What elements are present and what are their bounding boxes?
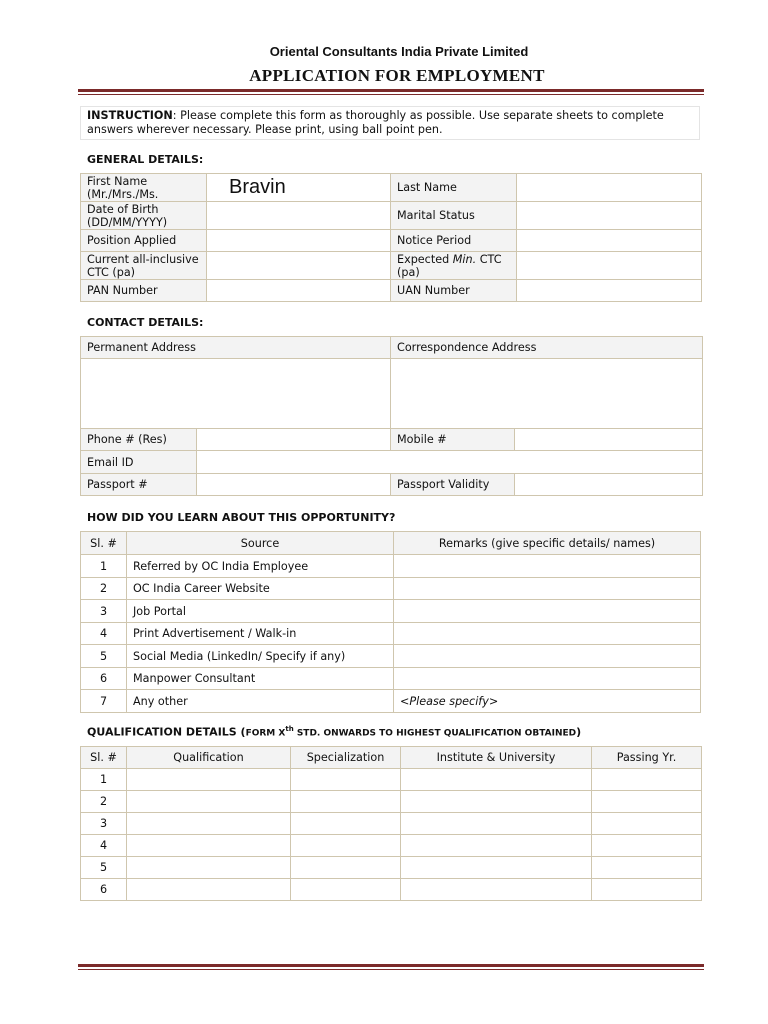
institute-field[interactable]	[401, 769, 592, 791]
col-source-header: Source	[127, 532, 394, 555]
email-field[interactable]	[197, 451, 703, 474]
instruction-label: INSTRUCTION	[87, 109, 173, 122]
dob-label: Date of Birth (DD/MM/YYYY)	[81, 202, 207, 230]
institute-field[interactable]	[401, 879, 592, 901]
specialization-field[interactable]	[291, 769, 401, 791]
pan-label: PAN Number	[81, 280, 207, 302]
contact-details-heading: CONTACT DETAILS:	[87, 316, 204, 329]
company-name: Oriental Consultants India Private Limited	[269, 44, 529, 59]
passport-field[interactable]	[197, 474, 391, 496]
qualification-field[interactable]	[127, 813, 291, 835]
table-row	[81, 600, 701, 623]
table-row	[81, 857, 702, 879]
permanent-address-field[interactable]	[81, 359, 391, 429]
passing-year-field[interactable]	[592, 857, 702, 879]
first-name-label: First Name (Mr./Mrs./Ms.	[81, 174, 207, 202]
qualification-heading	[87, 725, 581, 739]
col-passing-year-header: Passing Yr.	[592, 747, 702, 769]
source-cell: OC India Career Website	[127, 578, 394, 600]
table-row	[81, 879, 702, 901]
remarks-field[interactable]	[394, 668, 701, 690]
institute-field[interactable]	[401, 813, 592, 835]
row-number: 6	[81, 668, 127, 690]
specialization-field[interactable]	[291, 857, 401, 879]
qualification-field[interactable]	[127, 879, 291, 901]
row-number: 4	[81, 835, 127, 857]
table-row	[81, 623, 701, 645]
table-row	[81, 791, 702, 813]
source-cell: Print Advertisement / Walk-in	[127, 623, 394, 645]
remarks-field[interactable]	[394, 645, 701, 668]
remarks-field[interactable]	[394, 578, 701, 600]
passport-validity-field[interactable]	[515, 474, 703, 496]
col-institute-header: Institute & University	[401, 747, 592, 769]
table-row	[81, 555, 701, 578]
source-cell: Job Portal	[127, 600, 394, 623]
marital-status-label: Marital Status	[391, 202, 517, 230]
table-row	[81, 645, 701, 668]
instruction-text: : Please complete this form as thoroughly as possible. Use separate sheets to complete answers wherever necessary. Please print, using ball point pen.	[87, 109, 664, 136]
row-number: 4	[81, 623, 127, 645]
correspondence-address-label: Correspondence Address	[391, 337, 703, 359]
qualification-heading-main: QUALIFICATION DETAILS (	[87, 725, 246, 739]
bottom-divider	[78, 964, 704, 970]
remarks-field[interactable]	[394, 600, 701, 623]
current-ctc-label: Current all-inclusive CTC (pa)	[81, 252, 207, 280]
row-number: 7	[81, 690, 127, 713]
marital-status-field[interactable]	[517, 202, 702, 230]
source-cell: Manpower Consultant	[127, 668, 394, 690]
institute-field[interactable]	[401, 835, 592, 857]
top-divider	[78, 89, 704, 95]
specialization-field[interactable]	[291, 835, 401, 857]
general-details-table	[80, 173, 702, 302]
qualification-heading-form: FORM X	[245, 728, 286, 739]
source-cell: Referred by OC India Employee	[127, 555, 394, 578]
table-row	[81, 835, 702, 857]
row-number: 5	[81, 857, 127, 879]
table-row	[81, 668, 701, 690]
correspondence-address-field[interactable]	[391, 359, 703, 429]
last-name-field[interactable]	[517, 174, 702, 202]
row-number: 3	[81, 813, 127, 835]
permanent-address-label: Permanent Address	[81, 337, 391, 359]
table-row	[81, 813, 702, 835]
passing-year-field[interactable]	[592, 791, 702, 813]
expected-ctc-label	[391, 252, 517, 280]
dob-field[interactable]	[207, 202, 391, 230]
col-specialization-header: Specialization	[291, 747, 401, 769]
phone-field[interactable]	[197, 429, 391, 451]
passport-label: Passport #	[81, 474, 197, 496]
source-cell: Social Media (LinkedIn/ Specify if any)	[127, 645, 394, 668]
uan-label: UAN Number	[391, 280, 517, 302]
qualification-table	[80, 746, 702, 901]
qualification-field[interactable]	[127, 769, 291, 791]
expected-ctc-label-2: CTC (pa)	[397, 252, 502, 279]
current-ctc-field[interactable]	[207, 252, 391, 280]
opportunity-table	[80, 531, 701, 713]
source-cell: Any other	[127, 690, 394, 713]
table-row	[81, 769, 702, 791]
col-sl-header: Sl. #	[81, 747, 127, 769]
last-name-label: Last Name	[391, 174, 517, 202]
passing-year-field[interactable]	[592, 813, 702, 835]
position-field[interactable]	[207, 230, 391, 252]
form-title: APPLICATION FOR EMPLOYMENT	[249, 66, 545, 85]
instruction-box	[80, 106, 700, 140]
specialization-field[interactable]	[291, 813, 401, 835]
general-details-heading: GENERAL DETAILS:	[87, 153, 204, 166]
specialization-field[interactable]	[291, 791, 401, 813]
institute-field[interactable]	[401, 857, 592, 879]
email-label: Email ID	[81, 451, 197, 474]
notice-period-field[interactable]	[517, 230, 702, 252]
qualification-heading-rest: STD. ONWARDS TO HIGHEST QUALIFICATION OBTAINED	[293, 728, 577, 739]
expected-ctc-field[interactable]	[517, 252, 702, 280]
qualification-heading-sup: th	[285, 725, 294, 733]
row-number: 1	[81, 555, 127, 578]
table-row	[81, 690, 701, 713]
uan-field[interactable]	[517, 280, 702, 302]
row-number: 3	[81, 600, 127, 623]
col-qualification-header: Qualification	[127, 747, 291, 769]
mobile-field[interactable]	[515, 429, 703, 451]
position-label: Position Applied	[81, 230, 207, 252]
remarks-field[interactable]: <Please specify>	[394, 690, 701, 713]
opportunity-heading: HOW DID YOU LEARN ABOUT THIS OPPORTUNITY?	[87, 511, 396, 524]
phone-label: Phone # (Res)	[81, 429, 197, 451]
qualification-heading-close: )	[576, 725, 582, 739]
passing-year-field[interactable]	[592, 769, 702, 791]
row-number: 1	[81, 769, 127, 791]
row-number: 5	[81, 645, 127, 668]
institute-field[interactable]	[401, 791, 592, 813]
notice-period-label: Notice Period	[391, 230, 517, 252]
row-number: 2	[81, 791, 127, 813]
remarks-field[interactable]	[394, 623, 701, 645]
first-name-field[interactable]: Bravin	[207, 174, 391, 202]
pan-field[interactable]	[207, 280, 391, 302]
row-number: 2	[81, 578, 127, 600]
qualification-field[interactable]	[127, 791, 291, 813]
qualification-field[interactable]	[127, 835, 291, 857]
remarks-field[interactable]	[394, 555, 701, 578]
contact-details-table	[80, 336, 703, 496]
row-number: 6	[81, 879, 127, 901]
expected-ctc-label-min: Min.	[452, 252, 477, 266]
qualification-field[interactable]	[127, 857, 291, 879]
specialization-field[interactable]	[291, 879, 401, 901]
passport-validity-label: Passport Validity	[391, 474, 515, 496]
table-row	[81, 578, 701, 600]
col-sl-header: Sl. #	[81, 532, 127, 555]
expected-ctc-label-1: Expected	[397, 252, 453, 266]
passing-year-field[interactable]	[592, 835, 702, 857]
mobile-label: Mobile #	[391, 429, 515, 451]
passing-year-field[interactable]	[592, 879, 702, 901]
col-remarks-header: Remarks (give specific details/ names)	[394, 532, 701, 555]
